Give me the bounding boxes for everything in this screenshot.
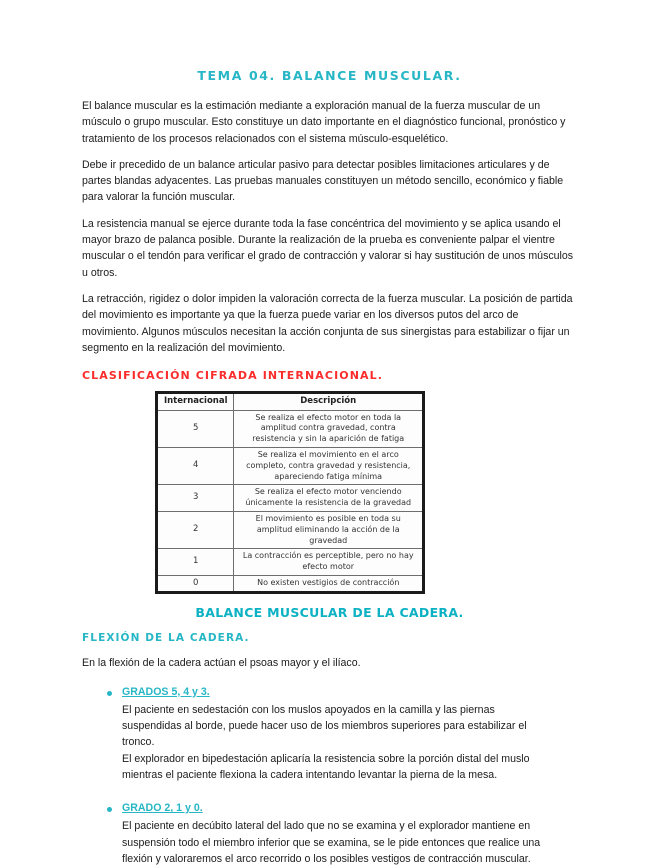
paragraph-retraccion: La retracción, rigidez o dolor impiden la valoración correcta de la fuerza muscular. La posición de partida del movimiento es importante ya que la fuerza puede variar en los diversos putos del arco de movimiento. Algunos músculos necesitan la acción conjunta de sus sinergistas para estabilizar o fijar un segmento en la realización del movimiento. — [82, 292, 573, 354]
bullet-item-grados-543 — [107, 686, 577, 783]
paragraph-resistencia-manual: La resistencia manual se ejerce durante toda la fase concéntrica del movimiento y se aplica usando el mayor brazo de palanca posible. Durante la realización de la prueba es conveniente palpar el vientre muscular o el tendón para verificar el grado de contracción y valorar si hay sustitución de unos músculos u otros. — [82, 217, 574, 279]
table-header-row — [157, 393, 424, 410]
table-row — [157, 448, 424, 485]
grade-cell: 2 — [157, 512, 234, 549]
paragraph-intro-balance: El balance muscular es la estimación mediante a exploración manual de la fuerza muscular de un músculo o grupo muscular. Esto constituye un dato importante en el diagnóstico funcional, pronóstico y tratamiento de los procesos relacionados con el sistema músculo-esquelético. — [82, 100, 566, 145]
description-cell: El movimiento es posible en toda su amplitud eliminando la acción de la gravedad — [234, 512, 424, 549]
bullet-paragraph: El paciente en decúbito lateral del lado que no se examina y el explorador mantiene en suspensión todo el miembro inferior que se examina, se le pide entonces que realice una flexión y valoraremos el arco recorrido o los posibles vestigos de contracción muscular. — [122, 820, 541, 865]
grade-cell: 3 — [157, 485, 234, 512]
document-title: TEMA 04. BALANCE MUSCULAR. — [197, 68, 462, 83]
table-header-descripcion: Descripción — [234, 393, 424, 410]
grades-bullet-list — [107, 686, 577, 867]
description-cell: La contracción es perceptible, pero no hay efecto motor — [234, 549, 424, 576]
description-cell: Se realiza el movimiento en el arco completo, contra gravedad y resistencia, apareciendo fatiga mínima — [234, 448, 424, 485]
bullet-paragraph: El explorador en bipedestación aplicaría la resistencia sobre la porción distal del muslo mientras el paciente flexiona la cadera intentando levantar la pierna de la mesa. — [122, 752, 530, 781]
table-row — [157, 549, 424, 576]
flexion-intro-paragraph: En la flexión de la cadera actúan el psoas mayor y el ilíaco. — [82, 657, 361, 670]
bullet-paragraph: El paciente en sedestación con los muslos apoyados en la camilla y las piernas suspendidas al borde, puede hacer uso de los miembros superiores para estabilizar el tronco. — [122, 703, 527, 749]
bullet-body — [122, 686, 577, 783]
classification-heading: CLASIFICACIÓN CIFRADA INTERNACIONAL. — [82, 369, 384, 383]
table-row — [157, 485, 424, 512]
paragraph-balance-articular: Debe ir precedido de un balance articular pasivo para detectar posibles limitaciones articulares y de partes blandas adyacentes. Las pruebas manuales constituyen un método sencillo, económico y fiable para valorar la función muscular. — [82, 158, 564, 204]
bullet-item-grado-210 — [107, 802, 577, 867]
bullet-icon — [107, 807, 112, 812]
description-cell: No existen vestigios de contracción — [234, 575, 424, 592]
grade-cell: 1 — [157, 549, 234, 576]
grade-cell: 0 — [157, 575, 234, 592]
subsection-heading-flexion: FLEXIÓN DE LA CADERA. — [82, 632, 250, 645]
table-row — [157, 575, 424, 592]
bullet-icon — [107, 691, 112, 696]
bullet-heading-grado-210: GRADO 2, 1 y 0. — [122, 802, 203, 815]
section-heading-cadera: BALANCE MUSCULAR DE LA CADERA. — [195, 605, 464, 621]
description-cell: Se realiza el efecto motor venciendo únicamente la resistencia de la gravedad — [234, 485, 424, 512]
table-header-internacional: Internacional — [157, 393, 234, 410]
grade-cell: 5 — [157, 410, 234, 447]
bullet-body — [122, 802, 577, 867]
table-row — [157, 410, 424, 447]
description-cell: Se realiza el efecto motor en toda la amplitud contra gravedad, contra resistencia y sin la aparición de fatiga — [234, 410, 424, 447]
table-row — [157, 512, 424, 549]
bullet-heading-grados-543: GRADOS 5, 4 y 3. — [122, 685, 210, 698]
classification-table — [155, 391, 425, 594]
grade-cell: 4 — [157, 448, 234, 485]
